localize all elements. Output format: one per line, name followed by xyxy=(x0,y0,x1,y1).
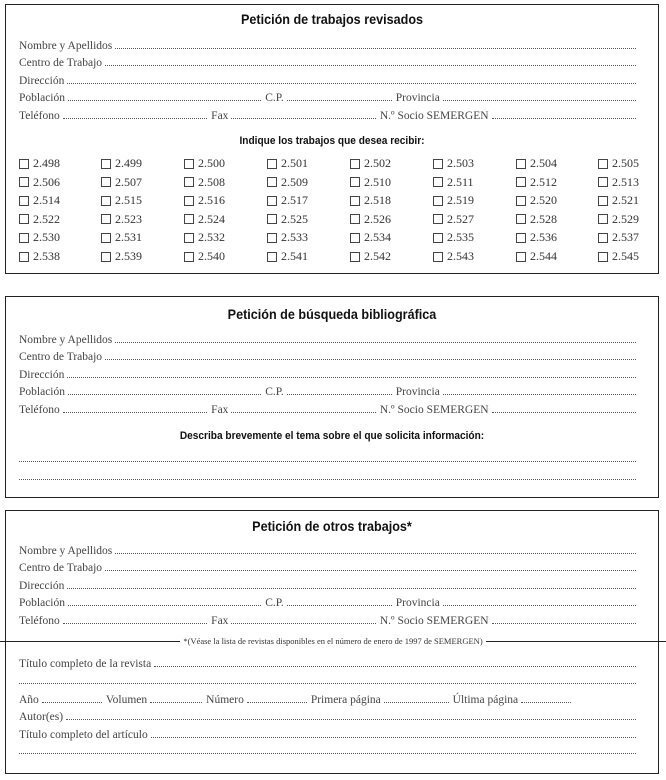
checkbox[interactable] xyxy=(433,196,443,206)
cp-input[interactable] xyxy=(287,393,392,395)
nombre-input[interactable] xyxy=(115,47,636,49)
checkbox-item[interactable] xyxy=(101,230,142,245)
titulo-revista-field[interactable] xyxy=(19,655,636,670)
publication-details-row xyxy=(19,691,636,706)
poblacion-row xyxy=(19,594,636,609)
socio-input[interactable] xyxy=(492,622,636,624)
cp-label: C.P. xyxy=(265,92,284,105)
field-label: Título completo de la revista xyxy=(19,658,152,670)
checkbox[interactable] xyxy=(101,177,111,187)
checkbox[interactable] xyxy=(101,196,111,206)
checkbox-label: 2.520 xyxy=(530,193,557,208)
socio-input[interactable] xyxy=(492,117,636,119)
nombre-input[interactable] xyxy=(115,552,636,554)
checkbox-item[interactable] xyxy=(598,249,639,264)
numero-label: Número xyxy=(206,694,244,706)
checkbox-item[interactable] xyxy=(516,156,557,171)
checkbox-item[interactable] xyxy=(433,156,474,171)
note-separator xyxy=(0,636,666,646)
checkbox[interactable] xyxy=(433,214,443,224)
checkbox-item[interactable] xyxy=(516,249,557,264)
nombre-input[interactable] xyxy=(115,341,636,343)
checkbox-item[interactable] xyxy=(516,230,557,245)
fax-label: Fax xyxy=(211,614,229,627)
checkbox-label: 2.522 xyxy=(33,211,60,226)
checkbox-item[interactable] xyxy=(350,193,391,208)
divider xyxy=(0,641,180,642)
ultima-pagina-input[interactable] xyxy=(521,701,571,703)
primera-pagina-input[interactable] xyxy=(384,701,449,703)
checkbox-label: 2.503 xyxy=(447,156,474,170)
fax-input[interactable] xyxy=(231,622,375,624)
anio-input[interactable] xyxy=(42,701,102,703)
checkbox[interactable] xyxy=(350,177,360,187)
checkbox-item[interactable] xyxy=(433,249,474,264)
checkbox-item[interactable] xyxy=(184,193,225,208)
direccion-row xyxy=(19,366,636,381)
checkbox-label: 2.511 xyxy=(447,174,474,189)
checkbox[interactable] xyxy=(267,159,277,169)
checkbox[interactable] xyxy=(350,214,360,224)
checkbox-label: 2.533 xyxy=(281,230,308,245)
telefono-label: Teléfono xyxy=(19,109,60,122)
section-title: Petición de otros trabajos* xyxy=(252,518,412,534)
checkbox-label: 2.512 xyxy=(530,174,557,189)
checkbox-label: 2.502 xyxy=(364,156,391,170)
checkbox-label: 2.542 xyxy=(364,249,391,263)
checkbox-item[interactable] xyxy=(267,230,308,245)
checkbox[interactable] xyxy=(19,233,29,243)
checkbox[interactable] xyxy=(598,233,608,243)
checkbox[interactable] xyxy=(350,159,360,169)
poblacion-input[interactable] xyxy=(68,604,261,606)
volumen-input[interactable] xyxy=(150,701,202,703)
checkbox-item[interactable] xyxy=(101,193,142,208)
primera-pagina-label: Primera página xyxy=(310,694,381,706)
checkbox-label: 2.506 xyxy=(33,174,60,189)
nombre-label: Nombre y Apellidos xyxy=(19,334,113,346)
checkbox[interactable] xyxy=(433,177,443,187)
checkbox[interactable] xyxy=(433,159,443,169)
checkbox[interactable] xyxy=(598,214,608,224)
telefono-input[interactable] xyxy=(63,117,207,119)
direccion-row xyxy=(19,577,636,592)
section-title: Petición de búsqueda bibliográfica xyxy=(227,306,437,322)
provincia-input[interactable] xyxy=(443,99,636,101)
checkbox-item[interactable] xyxy=(433,193,474,208)
poblacion-row xyxy=(19,383,636,398)
nombre-row xyxy=(19,37,636,52)
cp-input[interactable] xyxy=(287,604,392,606)
checkbox[interactable] xyxy=(598,159,608,169)
checkbox-label: 2.507 xyxy=(115,174,142,189)
checkbox-item[interactable] xyxy=(267,156,308,171)
checkbox[interactable] xyxy=(101,233,111,243)
checkbox[interactable] xyxy=(350,196,360,206)
checkbox[interactable] xyxy=(19,196,29,206)
checkbox[interactable] xyxy=(19,159,29,169)
checkbox[interactable] xyxy=(101,214,111,224)
direccion-input[interactable] xyxy=(67,82,636,84)
socio-label: N.º Socio SEMERGEN xyxy=(379,614,489,627)
cp-input[interactable] xyxy=(287,99,392,101)
socio-input[interactable] xyxy=(492,411,636,413)
checkbox-label: 2.531 xyxy=(115,230,142,245)
checkbox-label: 2.528 xyxy=(530,211,557,226)
checkbox[interactable] xyxy=(184,233,194,243)
checkbox-label: 2.545 xyxy=(612,249,639,263)
checkbox-label: 2.543 xyxy=(447,249,474,263)
provincia-input[interactable] xyxy=(443,604,636,606)
checkbox-item[interactable] xyxy=(598,156,639,171)
cp-label: C.P. xyxy=(265,386,284,399)
telefono-label: Teléfono xyxy=(19,403,60,416)
centro-input[interactable] xyxy=(105,569,636,571)
section-title: Petición de trabajos revisados xyxy=(240,11,424,27)
direccion-label: Dirección xyxy=(19,368,65,381)
titulo-revista-input-line-2[interactable] xyxy=(19,682,636,684)
centro-label: Centro de Trabajo xyxy=(19,57,103,70)
checkbox-label: 2.515 xyxy=(115,193,142,208)
checkbox[interactable] xyxy=(267,177,277,187)
checkbox-item[interactable] xyxy=(19,156,60,171)
checkbox[interactable] xyxy=(184,196,194,206)
checkbox-label: 2.540 xyxy=(198,249,225,263)
checkbox[interactable] xyxy=(19,214,29,224)
section-subtitle: Describa brevemente el tema sobre el que solicita información: xyxy=(179,430,485,442)
titulo-revista-input[interactable] xyxy=(154,665,636,667)
telefono-input[interactable] xyxy=(63,411,207,413)
checkbox-label: 2.525 xyxy=(281,211,308,226)
cp-label: C.P. xyxy=(265,597,284,610)
checkbox-label: 2.538 xyxy=(33,249,60,263)
ultima-pagina-label: Última página xyxy=(452,694,519,706)
checkbox-item[interactable] xyxy=(101,156,142,171)
centro-row xyxy=(19,54,636,69)
checkbox[interactable] xyxy=(184,177,194,187)
fax-input[interactable] xyxy=(231,411,375,413)
field-label: Título completo del artículo xyxy=(19,729,148,741)
fax-label: Fax xyxy=(211,403,229,416)
checkbox-label: 2.499 xyxy=(115,156,142,170)
checkbox-label: 2.534 xyxy=(364,230,391,245)
titulo-articulo-field[interactable] xyxy=(19,726,636,741)
checkbox[interactable] xyxy=(184,252,194,262)
nombre-label: Nombre y Apellidos xyxy=(19,40,113,52)
checkbox-item[interactable] xyxy=(19,193,60,208)
poblacion-row xyxy=(19,89,636,104)
checkbox-label: 2.514 xyxy=(33,193,60,208)
section-subtitle: Indique los trabajos que desea recibir: xyxy=(239,135,425,147)
checkbox-item[interactable] xyxy=(101,175,142,190)
telefono-row xyxy=(19,612,636,627)
section-otros-trabajos xyxy=(5,510,659,774)
note-text: *(Véase la lista de revistas disponibles en el número de enero de 1997 de SEMERGEN) xyxy=(183,636,483,646)
fax-input[interactable] xyxy=(231,117,375,119)
checkbox-item[interactable] xyxy=(184,212,225,227)
checkbox-item[interactable] xyxy=(433,175,474,190)
checkbox[interactable] xyxy=(350,233,360,243)
checkbox[interactable] xyxy=(598,252,608,262)
nombre-row xyxy=(19,331,636,346)
checkbox-label: 2.526 xyxy=(364,211,391,226)
fax-label: Fax xyxy=(211,109,229,122)
checkbox-item[interactable] xyxy=(598,175,639,190)
checkbox-label: 2.529 xyxy=(612,211,639,226)
checkbox-label: 2.510 xyxy=(364,174,391,189)
checkbox-item[interactable] xyxy=(350,230,391,245)
poblacion-label: Población xyxy=(19,597,65,610)
provincia-input[interactable] xyxy=(443,393,636,395)
checkbox[interactable] xyxy=(184,159,194,169)
checkbox-label: 2.537 xyxy=(612,230,639,245)
centro-input[interactable] xyxy=(105,358,636,360)
checkbox-label: 2.521 xyxy=(612,193,639,208)
checkbox-item[interactable] xyxy=(19,249,60,264)
checkbox[interactable] xyxy=(267,214,277,224)
telefono-input[interactable] xyxy=(63,622,207,624)
checkbox-label: 2.527 xyxy=(447,211,474,226)
field-label: Autor(es) xyxy=(19,711,64,723)
checkbox-label: 2.501 xyxy=(281,156,308,170)
tema-input-line-2[interactable] xyxy=(19,478,636,480)
checkbox-item[interactable] xyxy=(350,156,391,171)
checkbox[interactable] xyxy=(516,159,526,169)
direccion-label: Dirección xyxy=(19,74,65,87)
telefono-label: Teléfono xyxy=(19,614,60,627)
centro-label: Centro de Trabajo xyxy=(19,562,103,575)
poblacion-label: Población xyxy=(19,92,65,105)
checkbox-label: 2.504 xyxy=(530,156,557,170)
checkbox-item[interactable] xyxy=(598,193,639,208)
checkbox-item[interactable] xyxy=(350,175,391,190)
checkbox-item[interactable] xyxy=(19,175,60,190)
titulo-articulo-input-line-2[interactable] xyxy=(19,752,636,754)
checkbox-label: 2.498 xyxy=(33,156,60,170)
checkbox[interactable] xyxy=(433,233,443,243)
checkbox-item[interactable] xyxy=(350,249,391,264)
checkbox-item[interactable] xyxy=(19,212,60,227)
centro-label: Centro de Trabajo xyxy=(19,351,103,364)
checkbox-item[interactable] xyxy=(19,230,60,245)
poblacion-input[interactable] xyxy=(68,99,261,101)
direccion-input[interactable] xyxy=(67,376,636,378)
checkbox-label: 2.541 xyxy=(281,249,308,263)
numero-input[interactable] xyxy=(247,701,307,703)
checkbox-label: 2.535 xyxy=(447,230,474,245)
autores-field[interactable] xyxy=(19,708,636,723)
provincia-label: Provincia xyxy=(395,386,440,399)
checkbox-label: 2.518 xyxy=(364,193,391,208)
checkbox-label: 2.508 xyxy=(198,174,225,189)
centro-input[interactable] xyxy=(105,64,636,66)
telefono-row xyxy=(19,401,636,416)
checkbox-label: 2.532 xyxy=(198,230,225,245)
checkbox-label: 2.523 xyxy=(115,211,142,226)
checkbox-item[interactable] xyxy=(433,212,474,227)
direccion-label: Dirección xyxy=(19,579,65,592)
checkbox-item[interactable] xyxy=(101,249,142,264)
nombre-row xyxy=(19,542,636,557)
checkbox-item[interactable] xyxy=(598,230,639,245)
checkbox-item[interactable] xyxy=(267,249,308,264)
checkbox[interactable] xyxy=(267,233,277,243)
poblacion-input[interactable] xyxy=(68,393,261,395)
provincia-label: Provincia xyxy=(395,597,440,610)
checkbox[interactable] xyxy=(516,233,526,243)
checkbox[interactable] xyxy=(101,159,111,169)
checkbox-label: 2.505 xyxy=(612,156,639,170)
checkbox-label: 2.517 xyxy=(281,193,308,208)
checkbox[interactable] xyxy=(19,252,29,262)
nombre-label: Nombre y Apellidos xyxy=(19,545,113,557)
checkbox-label: 2.516 xyxy=(198,193,225,208)
checkbox-item[interactable] xyxy=(184,249,225,264)
checkbox-item[interactable] xyxy=(598,212,639,227)
socio-label: N.º Socio SEMERGEN xyxy=(379,109,489,122)
checkbox[interactable] xyxy=(350,252,360,262)
checkbox[interactable] xyxy=(598,196,608,206)
checkbox-item[interactable] xyxy=(350,212,391,227)
checkbox-item[interactable] xyxy=(516,212,557,227)
section-busqueda-bibliografica xyxy=(5,296,659,498)
checkbox-item[interactable] xyxy=(516,175,557,190)
socio-label: N.º Socio SEMERGEN xyxy=(379,403,489,416)
checkbox-item[interactable] xyxy=(267,175,308,190)
checkbox-item[interactable] xyxy=(267,212,308,227)
checkbox[interactable] xyxy=(101,252,111,262)
checkbox-label: 2.536 xyxy=(530,230,557,245)
checkbox[interactable] xyxy=(516,196,526,206)
checkbox[interactable] xyxy=(267,196,277,206)
checkbox[interactable] xyxy=(516,214,526,224)
section-trabajos-revisados xyxy=(5,4,659,274)
checkbox[interactable] xyxy=(516,177,526,187)
volumen-label: Volumen xyxy=(105,694,148,706)
checkbox-item[interactable] xyxy=(433,230,474,245)
telefono-row xyxy=(19,107,636,122)
checkbox[interactable] xyxy=(598,177,608,187)
checkbox[interactable] xyxy=(19,177,29,187)
checkbox-label: 2.519 xyxy=(447,193,474,208)
tema-input-line-1[interactable] xyxy=(19,460,636,462)
poblacion-label: Población xyxy=(19,386,65,399)
checkbox[interactable] xyxy=(267,252,277,262)
direccion-input[interactable] xyxy=(67,587,636,589)
checkbox-label: 2.509 xyxy=(281,174,308,189)
titulo-articulo-input[interactable] xyxy=(151,736,636,738)
checkbox-label: 2.500 xyxy=(198,156,225,170)
checkbox-item[interactable] xyxy=(101,212,142,227)
checkbox-label: 2.513 xyxy=(612,174,639,189)
direccion-row xyxy=(19,72,636,87)
checkbox-item[interactable] xyxy=(184,175,225,190)
divider xyxy=(486,641,666,642)
checkbox-label: 2.539 xyxy=(115,249,142,263)
checkbox-label: 2.544 xyxy=(530,249,557,263)
checkbox[interactable] xyxy=(433,252,443,262)
checkbox-item[interactable] xyxy=(267,193,308,208)
centro-row xyxy=(19,348,636,363)
checkbox[interactable] xyxy=(516,252,526,262)
provincia-label: Provincia xyxy=(395,92,440,105)
autores-input[interactable] xyxy=(66,718,636,720)
checkbox[interactable] xyxy=(184,214,194,224)
checkbox-item[interactable] xyxy=(184,156,225,171)
anio-label: Año xyxy=(19,694,39,706)
checkbox-item[interactable] xyxy=(184,230,225,245)
checkbox-item[interactable] xyxy=(516,193,557,208)
checkbox-label: 2.530 xyxy=(33,230,60,245)
checkbox-label: 2.524 xyxy=(198,211,225,226)
centro-row xyxy=(19,559,636,574)
